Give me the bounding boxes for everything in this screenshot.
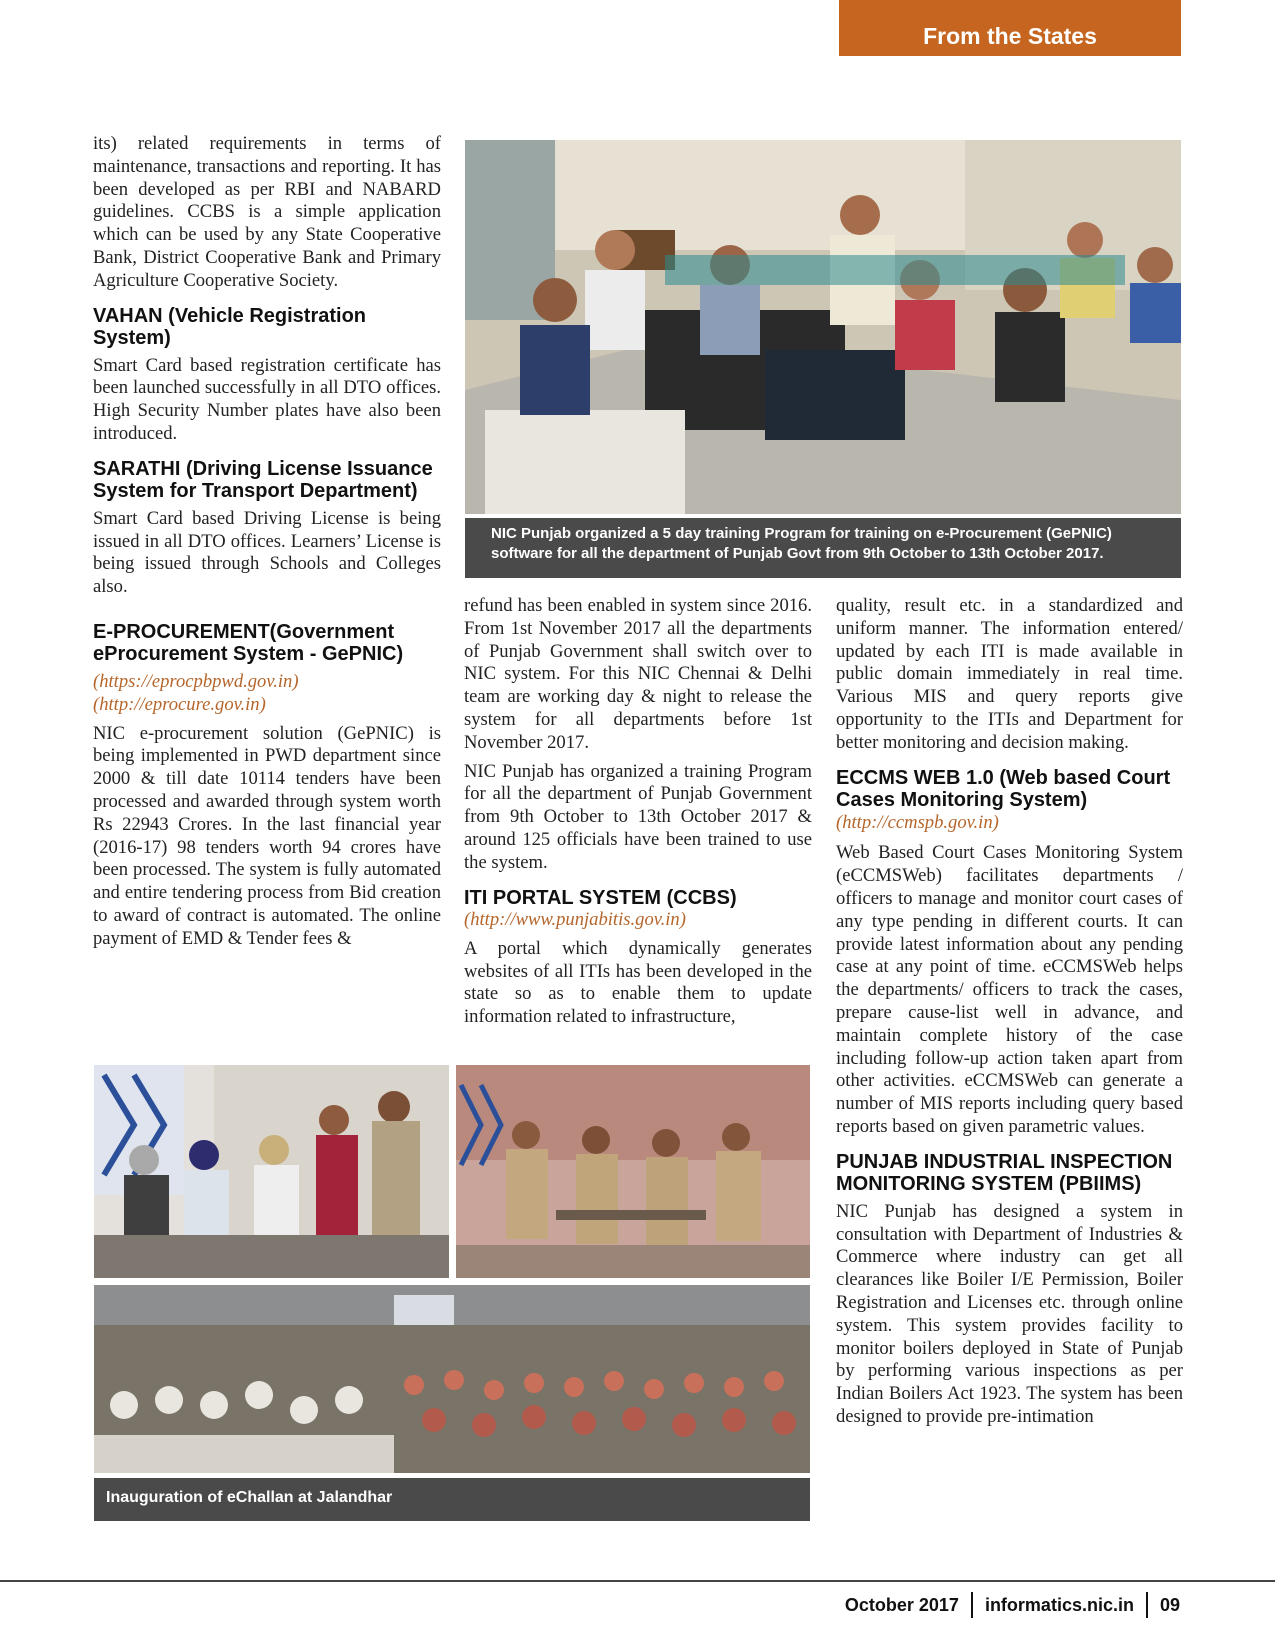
echallan-photo-bottom-image [94, 1285, 810, 1473]
echallan-photo-bottom [94, 1285, 810, 1473]
training-photo-caption: NIC Punjab organized a 5 day training Program for training on e-Procurement (GePNIC) software for all the department of Punjab Govt from 9th October to 13th October 2017. [465, 518, 1181, 578]
footer-month: October 2017 [844, 1594, 959, 1615]
echallan-caption: Inauguration of eChallan at Jalandhar [94, 1478, 810, 1521]
ccbs-intro-paragraph: its) related requirements in terms of maintenance, transactions and reporting. It has been developed as per RBI and NABARD guidelines. CCBS is a simple application which can be used by any State Cooperative Bank, District Cooperative Bank and Primary Agriculture Cooperative Society. [93, 133, 441, 291]
iti-portal-paragraph: A portal which dynamically generates websites of all ITIs has been developed in the state so as to enable them to update information related to infrastructure, [464, 937, 812, 1028]
pbiims-paragraph: NIC Punjab has designed a system in consultation with Department of Industries & Commerce where industry can get all clearances like Boiler I/E Permission, Boiler Registration and Licenses etc. through online system. This system provides facility to monitor boilers deployed in State of Punjab by performing various inspections as per Indian Boilers Act 1923. The system has been designed to provide pre-intimation [836, 1200, 1183, 1427]
training-photo [465, 140, 1181, 514]
page-number: 09 [1159, 1594, 1180, 1615]
sarathi-heading: SARATHI (Driving License Issuance System for Transport Department) [93, 457, 433, 503]
vahan-paragraph: Smart Card based registration certificate has been launched successfully in all DTO offices. High Security Number plates have also been introduced. [93, 354, 441, 444]
eprocurement-heading: E-PROCUREMENT(Government eProcurement System - GePNIC) [93, 620, 404, 666]
training-paragraph: NIC Punjab has organized a training Program for all the department of Punjab Government from 9th October to 13th October 2017 & around 125 officials have been trained to use the system. [464, 760, 812, 873]
echallan-photo-left [94, 1065, 449, 1278]
footer-rule [0, 1580, 1275, 1582]
iti-portal-url[interactable]: (http://www.punjabitis.gov.in) [464, 909, 686, 931]
iti-quality-paragraph: quality, result etc. in a standardized and uniform manner. The information entered/ updated by each ITI is made available in public domain immediately in real time. Various MIS and query reports give opportunity to the ITIs and Department for better monitoring and decision making. [836, 595, 1183, 753]
footer-separator [971, 1592, 973, 1618]
column-3 [836, 595, 1183, 1435]
vahan-heading: VAHAN (Vehicle Registration System) [93, 304, 367, 350]
eprocurement-url-2[interactable]: (http://eprocure.gov.in) [93, 693, 266, 715]
eprocurement-url-1[interactable]: (https://eprocpbpwd.gov.in) [93, 670, 299, 692]
eprocurement-paragraph: NIC e-procurement solution (GePNIC) is being implemented in PWD department since 2000 & till date 10114 tenders have been processed and awarded through system worth Rs 22943 Crores. In the last financial year (2016-17) 98 tenders worth 94 crores have been processed. The system is fully automated and entire tendering process from Bid creation to award of contract is automated. The online payment of EMD & Tender fees & [93, 722, 441, 949]
footer [845, 1592, 1180, 1618]
echallan-photo-left-image [94, 1065, 449, 1278]
eccms-url[interactable]: (http://ccmspb.gov.in) [836, 811, 999, 833]
echallan-photo-right [456, 1065, 810, 1278]
sarathi-paragraph: Smart Card based Driving License is being issued in all DTO offices. Learners’ License is being issued through Schools and Colleges also. [93, 507, 441, 598]
column-2 [464, 595, 812, 1035]
pbiims-heading: PUNJAB INDUSTRIAL INSPECTION MONITORING SYSTEM (PBIIMS) [836, 1150, 1173, 1196]
section-title: From the States [923, 23, 1097, 49]
training-photo-image [465, 140, 1181, 514]
iti-portal-heading: ITI PORTAL SYSTEM (CCBS) [464, 886, 737, 909]
eccms-paragraph: Web Based Court Cases Monitoring System (eCCMSWeb) facilitates departments / officers to manage and monitor court cases of any type pending in different courts. It can provide latest information about any pending case at any point of time. eCCMSWeb helps the departments/ officers to track the cases, prepare cause-list well in advance, and maintain complete history of the case including follow-up action taken apart from other activities. eCCMSWeb can generate a number of MIS reports including query based reports based on given parametric values. [836, 842, 1183, 1137]
footer-site[interactable]: informatics.nic.in [984, 1594, 1134, 1615]
footer-separator [1146, 1592, 1148, 1618]
column-1 [93, 133, 441, 957]
echallan-photo-right-image [456, 1065, 810, 1278]
refund-paragraph: refund has been enabled in system since 2016. From 1st November 2017 all the departments of Punjab Government shall switch over to NIC system. For this NIC Chennai & Delhi team are working day & night to release the system for all departments before 1st November 2017. [464, 595, 812, 753]
eccms-heading: ECCMS WEB 1.0 (Web based Court Cases Monitoring System) [836, 766, 1171, 812]
section-tab [839, 0, 1181, 56]
